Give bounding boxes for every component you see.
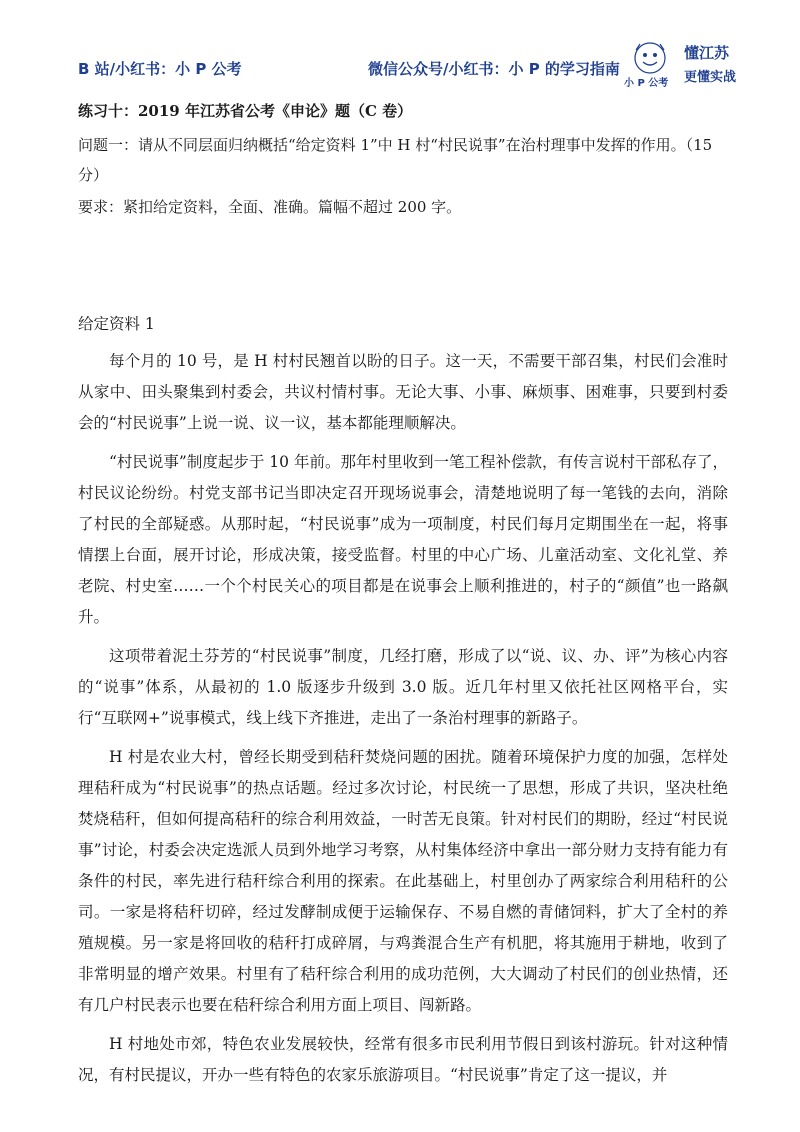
page-header: [0, 0, 800, 90]
logo-slogan-line2: 更懂实战: [684, 70, 737, 85]
material-paragraph: 这项带着泥土芬芳的“村民说事”制度，几经打磨，形成了以“说、议、办、评”为核心内容的“说事”体系，从最初的 1.0 版逐步升级到 3.0 版。近几年村里又依托社区网格平台，实行“互联网+”说事模式，线上线下齐推进，走出了一条治村理事的新路子。: [78, 647, 728, 727]
logo-caption: 小 P 公考: [624, 78, 669, 89]
question-text: 问题一：请从不同层面归纳概括“给定资料 1”中 H 村“村民说事”在治村理事中发挥的作用。（15 分）: [78, 136, 713, 184]
material-paragraph: H 村是农业大村，曾经长期受到秸秆焚烧问题的困扰。随着环境保护力度的加强，怎样处理秸秆成为“村民说事”的热点话题。经过多次讨论，村民统一了思想，形成了共识，坚决杜绝焚烧秸秆，但如何提高秸秆的综合利用效益，一时苦无良策。针对村民们的期盼，经过“村民说事”讨论，村委会决定选派人员到外地学习考察，从村集体经济中拿出一部分财力支持有能力有条件的村民，率先进行秸秆综合利用的探索。在此基础上，村里创办了两家综合利用秸秆的公司。一家是将秸秆切碎，经过发酵制成便于运输保存、不易自燃的青储饲料，扩大了全村的养殖规模。另一家是将回收的秸秆打成碎屑，与鸡粪混合生产有机肥，将其施用于耕地，收到了非常明显的增产效果。村里有了秸秆综合利用的成功范例，大大调动了村民们的创业热情，还有几户村民表示也要在秸秆综合利用方面上项目、闯新路。: [78, 748, 728, 1014]
exercise-section: [78, 100, 728, 220]
material-title: 给定资料 1: [78, 315, 155, 333]
material-section: [78, 312, 728, 1099]
header-left-text: B 站/小红书：小 P 公考: [78, 60, 242, 78]
logo-slogan-line1: 懂江苏: [684, 44, 730, 62]
header-right-text: 微信公众号/小红书：小 P 的学习指南: [368, 60, 620, 78]
material-paragraph: H 村地处市郊，特色农业发展较快，经常有很多市民利用节假日到该村游玩。针对这种情况，有村民提议，开办一些有特色的农家乐旅游项目。“村民说事”肯定了这一提议，并: [78, 1035, 728, 1084]
material-paragraph: 每个月的 10 号，是 H 村村民翘首以盼的日子。这一天，不需要干部召集，村民们会准时从家中、田头聚集到村委会，共议村情村事。无论大事、小事、麻烦事、困难事，只要到村委会的“村民说事”上说一说、议一议，基本都能理顺解决。: [78, 352, 728, 432]
brand-logo: [624, 40, 744, 90]
material-paragraph: “村民说事”制度起步于 10 年前。那年村里收到一笔工程补偿款，有传言说村干部私存了，村民议论纷纷。村党支部书记当即决定召开现场说事会，清楚地说明了每一笔钱的去向，消除了村民的全部疑惑。从那时起，“村民说事”成为一项制度，村民们每月定期围坐在一起，将事情摆上台面，展开讨论，形成决策，接受监督。村里的中心广场、儿童活动室、文化礼堂、养老院、村史室……一个个村民关心的项目都是在说事会上顺利推进的，村子的“颜值”也一路飙升。: [78, 453, 728, 626]
requirement-text: 要求：紧扣给定资料，全面、准确。篇幅不超过 200 字。: [78, 198, 462, 216]
exercise-title: 练习十：2019 年江苏省公考《申论》题（C 卷）: [78, 102, 413, 120]
